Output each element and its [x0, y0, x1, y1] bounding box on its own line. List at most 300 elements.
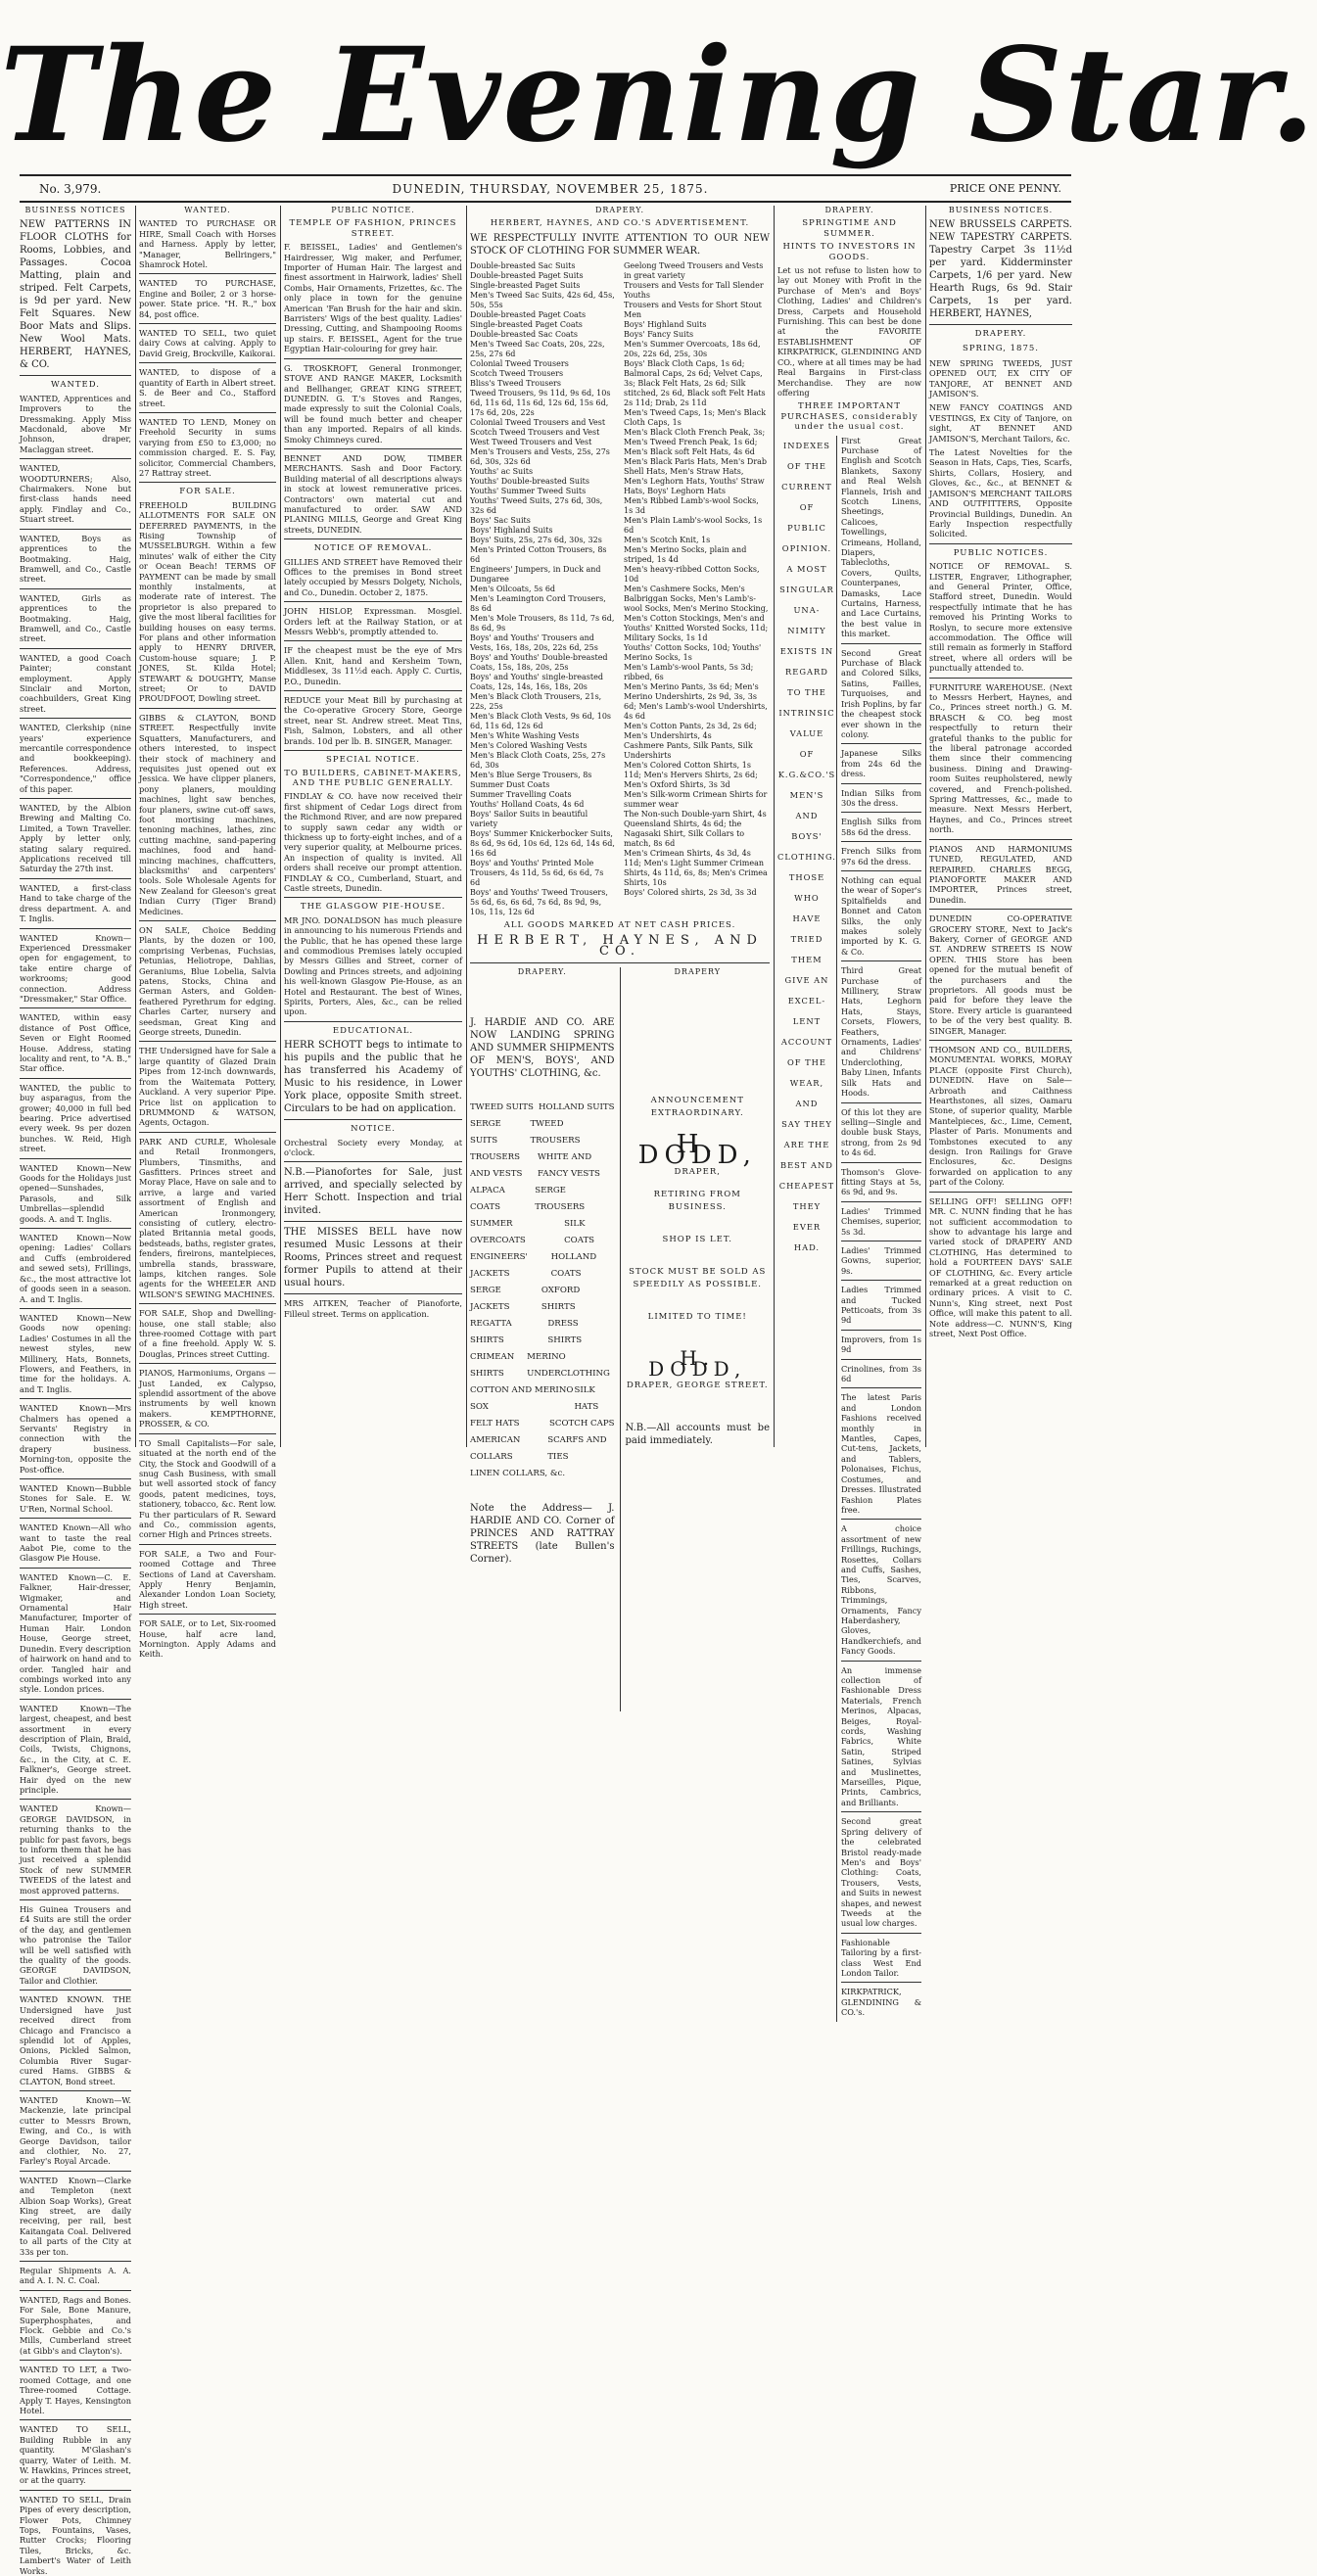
purchase-item: An immense collection of Fashionable Dress Materials, French Merinos, Alpacas, Beiges, Royal-cords, Washing Fabrics, White Satin, Striped Satines, Sylvias and Muslinettes, Marseilles, Pique, Prints, Cambrics, and Brilliants.	[840, 1664, 921, 1807]
divider	[139, 1614, 276, 1615]
purchase-item: Second Great Purchase of Black and Colored Silks, Satins, Failles, Turquoises, and Irish Poplins, by far the cheapest stock ever shown in the colony.	[840, 647, 921, 739]
goods-item: COTTON AND MERINO SOX	[470, 1385, 574, 1413]
divider	[841, 841, 921, 842]
divider	[139, 1041, 276, 1042]
divider	[20, 1518, 131, 1519]
clothing-item: Men's Merino Pants, 3s 6d; Men's Merino Undershirts, 2s 9d, 3s, 3s 6d; Men's Lamb's-wool Undershirts, 4s 6d	[624, 681, 768, 721]
purchase-item: First Great Purchase of English and Scotch Blankets, Saxony and Real Welsh Flannels, Irish and Scotch Linens, Sheetings, Calicoes, Towellings, Crimeans, Holland, Diapers, Tablecloths, Covers, Quilts, Counterpanes, Damasks, Lace Curtains, Harness, and Lace Curtains, the best value in this market.	[840, 435, 921, 639]
section-head: NOTICE OF REMOVAL.	[313, 543, 433, 554]
goods-row	[470, 1316, 615, 1349]
goods-row	[470, 1100, 615, 1116]
clothing-item: Summer Dust Coats	[470, 779, 550, 789]
section-head: BUSINESS NOTICES	[24, 206, 126, 214]
purchase-item: Indian Silks from 30s the dress.	[840, 787, 921, 808]
retiring: RETIRING FROM BUSINESS.	[653, 1190, 741, 1213]
divider	[841, 812, 921, 813]
clothing-item: Men's Colored Washing Vests	[470, 740, 588, 750]
ad: BENNET AND DOW, TIMBER MERCHANTS. Sash and Door Factory. Building material of all descriptions always in stock at lowest remunerative prices. Contractors' own material cut and manufactured to order. SAW AND PLANING MILLS, George and Great King streets, DUNEDIN.	[284, 452, 462, 535]
slogan-word: OF	[799, 748, 815, 759]
wanted-ad: WANTED, a first-class Hand to take charge of the dress department. A. and T. Inglis.	[20, 882, 131, 924]
clothing-item: Men's Summer Overcoats, 18s 6d, 20s, 22s 6d, 25s, 30s	[624, 339, 761, 358]
ad: N.B.—Pianofortes for Sale, just arrived, and specially selected by Herr Schott. Inspection and trial invited.	[284, 1167, 462, 1217]
purchase-item: French Silks from 97s 6d the dress.	[840, 846, 921, 866]
divider	[20, 878, 131, 879]
slogan-word: HAD.	[793, 1241, 821, 1252]
slogan-word: GIVE AN	[784, 974, 829, 985]
purchase-item: Third Great Purchase of Millinery, Straw Hats, Leghorn Hats, Stays, Corsets, Flowers, Feathers, Ornaments, Ladies' and Childrens' Underclothing, Baby Linen, Infants Silk Hats and Hoods.	[840, 965, 921, 1099]
goods-item: AMERICAN COLLARS	[470, 1435, 521, 1463]
divider	[139, 1303, 276, 1304]
slogan-word: AND	[795, 1098, 819, 1108]
purchase-item: Nothing can equal the wear of Soper's Spitalfields and Bonnet and Caton Silks, the only makes solely imported by K. G. & Co.	[840, 874, 921, 957]
title: SPRINGTIME AND SUMMER.	[802, 218, 897, 239]
clothing-item: Double-breasted Paget Suits	[470, 270, 584, 280]
column-3	[284, 206, 462, 1447]
wanted-ad: WANTED Known—Experienced Dressmaker open for engagement, to take entire charge of workrooms; good connection. Address "Dressmaker," Star Office.	[20, 932, 131, 1004]
goods-row	[470, 1283, 615, 1316]
slogan-word: TO THE	[787, 686, 826, 697]
purchase-item: Thomson's Glove-fitting Stays at 5s, 6s 9d, and 9s.	[840, 1166, 921, 1197]
ad: F. BEISSEL, Ladies' and Gentlemen's Hairdresser, Wig maker, and Perfumer, Importer of Human Hair. The largest and finest assortment in Hairwork, ladies' Shell Combs, Hair Ornaments, Frizettes, &c. The only place in town for the genuine American 'Fan Brush for the hair and skin. Barristers' Wigs of the best quality. Ladies' Dressing, Cutting, and Shampooing Rooms up stairs. F. BEISSEL, Agent for the true Egyptian Hair-colouring for grey hair.	[284, 242, 462, 354]
goods-item: LINEN COLLARS, &c.	[470, 1469, 566, 1479]
divider	[284, 1021, 462, 1022]
divider	[20, 2360, 131, 2361]
ad: J. HARDIE AND CO. ARE NOW LANDING SPRING AND SUMMER SHIPMENTS OF MEN'S, BOYS', AND YOUTHS' CLOTHING, &c.	[470, 1017, 615, 1080]
divider	[841, 1102, 921, 1103]
clothing-item: Boys' and Youths' Double-breasted Coats, 15s, 18s, 20s, 25s	[470, 652, 608, 672]
wanted-ad: WANTED Known—Mrs Chalmers has opened a Servants' Registry in connection with the drapery business. Morning-ton, opposite the Post-office.	[20, 1403, 131, 1475]
clothing-item: Boys' Suits, 25s, 27s 6d, 30s, 32s	[470, 535, 602, 544]
divider	[139, 482, 276, 483]
divider	[20, 1990, 131, 1991]
clothing-item: Men's Lamb's-wool Pants, 5s 3d; ribbed, 6s	[624, 662, 754, 681]
limited: LIMITED TO TIME!	[647, 1312, 747, 1323]
section-head: FOR SALE.	[179, 487, 236, 497]
slogan-word: AND	[795, 810, 819, 820]
column-2	[139, 206, 276, 1660]
wanted-ad: WANTED, WOODTURNERS; Also, Chairmakers. None but first-class hands need apply. Findlay and Co., Stuart street.	[20, 463, 131, 525]
section-head: DRAPERY.	[974, 329, 1027, 340]
wanted-ad: WANTED TO SELL, two quiet dairy Cows at calving. Apply to David Greig, Brockville, Kaikorai.	[139, 328, 276, 358]
divider	[929, 678, 1072, 679]
slogan-word: BEST AND	[780, 1159, 833, 1170]
ad: FOR SALE, Shop and Dwelling-house, one stall stable; also three-roomed Cottage with part of a fine freehold. Apply W. S. Douglas, Princes street Cutting.	[139, 1308, 276, 1359]
slogan-word: MEN'S	[789, 789, 824, 800]
clothing-item: Geelong Tweed Trousers and Vests in great variety	[624, 260, 764, 280]
kg-layout	[777, 436, 921, 2022]
divider	[929, 543, 1072, 544]
dodd-ad	[621, 967, 771, 1711]
goods-list	[470, 1100, 615, 1482]
divider	[284, 690, 462, 691]
slogan-word: SINGULAR	[779, 584, 834, 594]
goods-item: HOLLAND COATS	[550, 1252, 597, 1280]
divider	[20, 718, 131, 719]
clothing-item: Boys' Sac Suits	[470, 515, 531, 525]
clothing-item: Youths' Double-breasted Suits	[470, 476, 589, 486]
place-date: DUNEDIN, THURSDAY, NOVEMBER 25, 1875.	[392, 182, 709, 196]
divider	[841, 1933, 921, 1934]
divider	[284, 1161, 462, 1162]
dodd-name: H. DODD,	[637, 1130, 757, 1170]
slogan-word: HAVE	[792, 913, 822, 923]
slogan-word: PUBLIC	[787, 522, 826, 533]
goods-row	[470, 1149, 615, 1183]
divider	[20, 2490, 131, 2491]
section-head: PUBLIC NOTICE.	[331, 206, 415, 214]
ad: GIBBS & CLAYTON, BOND STREET. Respectfully invite Squatters, Manufacturers, and others interested, to inspect their stock of machinery and requisites just opened out ex Jessica. We have clipper planers, pony planers, moulding machines, light saw benches, four planers, swine cut-off saws, foot mortising machines, tenoning machines, lathes, zinc cutting machine, sand-papering machines, food and hand-mincing machines, chaffcutters, blacksmiths' and carpenters' tools. Sole Wholesale Agents for New Zealand for Gleeson's great Indian Curry (Tiger Brand) Medicines.	[139, 712, 276, 916]
ad: Orchestral Society every Monday, at o'clock.	[284, 1137, 462, 1158]
clothing-item: Double-breasted Paget Coats	[470, 309, 587, 319]
clothing-item: Men's Oilcoats, 5s 6d	[470, 584, 556, 593]
divider	[929, 1040, 1072, 1041]
purchase-item: Improvers, from 1s 9d	[840, 1334, 921, 1355]
stock: STOCK MUST BE SOLD AS SPEEDILY AS POSSIBLE.	[629, 1267, 767, 1290]
wanted-ad: WANTED Known—New Goods now opening: Ladies' Costumes in all the newest styles, new Millinery, Hats, Bonnets, Flowers, and Feathers, in time for the holidays. A. and T. Inglis.	[20, 1312, 131, 1394]
clothing-item: The Non-such Double-yarn Shirt, 4s	[624, 809, 767, 819]
wanted-ad: WANTED TO PURCHASE OR HIRE, Small Coach with Horses and Harness. Apply by letter, "Manager, Bellringers," Shamrock Hotel.	[139, 218, 276, 270]
accounts-note: N.B.—All accounts must be paid immediately.	[625, 1423, 770, 1447]
goods-item: HOLLAND SUITS	[539, 1102, 615, 1113]
section-head: BUSINESS NOTICES.	[948, 206, 1054, 214]
divider	[20, 1228, 131, 1229]
clothing-item: Single-breasted Paget Coats	[470, 319, 583, 329]
goods-item: SCARFS AND TIES	[547, 1435, 607, 1463]
ad: THOMSON AND CO., BUILDERS, MONUMENTAL WORKS, MORAY PLACE (opposite First Church), DUNEDIN. Have on Sale—Arbroath and Caithness Hearthstones, all sizes, Oamaru Stone, of superior quality, Marble Mantelpieces, &c., Lime, Cement, Plaster of Paris. Monuments and Tombstones executed to any design. Iron Railings for Grave Enclosures, &c. Designs forwarded on application to any part of the Colony.	[929, 1045, 1072, 1188]
wanted-ad: WANTED TO SELL, Building Rubble in any quantity. M'Glashan's quarry, Water of Leith. M. W. Hawkins, Princes street, or at the quarry.	[20, 2424, 132, 2486]
goods-item: ENGINEERS' JACKETS	[470, 1252, 528, 1280]
divider	[284, 601, 462, 602]
ad: The Latest Novelties for the Season in Hats, Caps, Ties, Scarfs, Shirts, Collars, Hosiery, and Gloves, &c., &c., at BENNET & JAMISON'S MERCHANT TAILORS AND OUTFITTERS, Opposite Provincial Buildings, Dunedin. An Early Inspection respectfully Solicited.	[929, 447, 1072, 539]
goods-row	[470, 1416, 615, 1432]
clothing-item: Boys' Highland Suits	[470, 525, 553, 535]
wanted-ad: WANTED Known—GEORGE DAVIDSON, in returning thanks to the public for past favors, begs to inform them that he has just received a splendid Stock of new SUMMER TWEEDS of the latest and most approved patterns.	[20, 1803, 131, 1896]
wanted-ad: WANTED Known—Clarke and Templeton (next Albion Soap Works), Great King street, are daily receiving, per rail, best Kaitangata Coal. Delivered to all parts of the City at 33s per ton.	[20, 2175, 131, 2257]
left-list	[470, 261, 620, 917]
divider	[284, 897, 462, 898]
divider	[841, 870, 921, 871]
clothing-lists	[470, 261, 770, 917]
slogan-word: K.G.&CO.'S	[777, 769, 836, 779]
slogan-word: INDEXES	[783, 440, 830, 450]
clothing-item: Scotch Tweed Trousers	[470, 368, 564, 378]
goods-item: SERGE TROUSERS	[535, 1186, 586, 1213]
wanted-ad: WANTED, Girls as apprentices to the Bootmaking. Haig, Bramwell, and Co., Castle street.	[20, 592, 131, 644]
goods-item: ALPACA COATS	[470, 1186, 505, 1213]
divider	[841, 1359, 921, 1360]
goods-row	[470, 1432, 615, 1466]
purchase-item: English Silks from 58s 6d the dress.	[840, 817, 921, 837]
slogan-word: WEAR,	[789, 1077, 824, 1088]
bottom-rule	[20, 201, 1071, 203]
wanted-ad: WANTED TO LET, a Two-roomed Cottage, and one Three-roomed Cottage. Apply T. Hayes, Kensington Hotel.	[20, 2365, 131, 2415]
ad: PARK AND CURLE, Wholesale and Retail Ironmongers, Plumbers, Tinsmiths, and Gasfitters. Princes street and Moray Place, Have on sale and to arrive, a large and varied assortment of English and American Ironmongery, consisting of cutlery, electro-plated Britannia metal goods, bedsteads, baths, register grates, fenders, fireirons, mantelpieces, umbrella stands, brassware, lamps, kitchen ranges. Sole agents for the WHEELER AND WILSON'S SEWING MACHINES.	[139, 1136, 276, 1299]
divider	[20, 1158, 131, 1159]
ad: MRS AITKEN, Teacher of Pianoforte, Filleul street. Terms on application.	[284, 1298, 462, 1319]
goods-item: SCOTCH CAPS	[549, 1419, 615, 1429]
clothing-item: Double-breasted Sac Coats	[470, 329, 578, 339]
ad: FOR SALE, a Two and Four-roomed Cottage and Three Sections of Land at Caversham. Apply Henry Benjamin, Alexander London Loan Society, High street.	[139, 1548, 276, 1610]
divider	[20, 458, 131, 459]
divider	[20, 529, 131, 530]
wanted-list	[139, 218, 276, 478]
divider	[139, 1433, 276, 1434]
divider	[20, 1007, 131, 1008]
wanted-ad: WANTED Known—Bubble Stones for Sale. E. W. U'Ren, Normal School.	[20, 1483, 131, 1514]
wanted-ad: WANTED Known—C. E. Falkner, Hair-dresser, Wigmaker, and Ornamental Hair Manufacturer, Importer of Human Hair. London House, George street, Dunedin. Every description of hairwork on hand and to order. Tangled hair and combings worked into any style. London prices.	[20, 1571, 131, 1695]
ad: PIANOS AND HARMONIUMS TUNED, REGULATED, AND REPAIRED. CHARLES BEGG, PIANOFORTE MAKER AND IMPORTER, Princes street, Dunedin.	[929, 843, 1072, 905]
clothing-item: Men's Black Cloth Trousers, 21s, 22s, 25s	[470, 691, 602, 711]
notice: NEW PATTERNS IN FLOOR CLOTHS for Rooms, Lobbies, and Passages. Cocoa Matting, plain and striped. Felt Carpets, is 9d per yard. New Felt Squares. New Boor Mats and Slips. New Wool Mats. HERBERT, HAYNES, & CO.	[20, 219, 131, 371]
divider	[20, 1699, 131, 1700]
purchase-item: Second great Spring delivery of the celebrated Bristol ready-made Men's and Boys' Clothing: Coats, Trousers, Vests, and Suits in newest shapes, and newest Tweeds at the usual low charges.	[840, 1816, 921, 1929]
ad: DUNEDIN CO-OPERATIVE GROCERY STORE, Next to Jack's Bakery, Corner of GEORGE AND ST. ANDREW STREETS IS NOW OPEN. THIS Store has been opened for the mutual benefit of the purchasers and the proprietors. All goods must be paid for before they leave the Store. Every article is guaranteed to be of the very best quality. B. SINGER, Manager.	[929, 913, 1072, 1036]
clothing-item: Boys' Summer Knickerbocker Suits, 8s 6d, 9s 6d, 10s 6d, 12s 6d, 14s 6d, 16s 6d	[470, 828, 615, 858]
three-purchases: THREE IMPORTANT PURCHASES, considerably under the usual cost.	[780, 401, 918, 433]
goods-item: SILK COATS	[564, 1219, 595, 1246]
goods-item: SILK HATS	[574, 1385, 599, 1413]
purchase-item: A choice assortment of new Frillings, Ruchings, Rosettes, Collars and Cuffs, Sashes, Ties, Scarves, Ribbons, Trimmings, Ornaments, Fancy Haberdashery, Gloves, Handkerchiefs, and Fancy Goods.	[840, 1523, 921, 1657]
goods-row	[470, 1216, 615, 1249]
right-list	[620, 261, 770, 917]
section-head: SPECIAL NOTICE.	[326, 755, 420, 766]
divider	[929, 839, 1072, 840]
slogan-word: EVER	[792, 1221, 822, 1232]
divider	[841, 643, 921, 644]
clothing-item: Boys' Fancy Suits	[624, 329, 694, 339]
clothing-item: Boys' and Youths' Trousers and Vests, 16s, 18s, 20s, 22s 6d, 25s	[470, 632, 598, 652]
divider	[139, 1544, 276, 1545]
column-separator	[466, 206, 467, 1447]
spring: SPRING, 1875.	[963, 343, 1039, 353]
clothing-item: Colonial Tweed Trousers	[470, 358, 569, 368]
divider	[20, 1799, 131, 1800]
goods-item: SERGE JACKETS	[470, 1286, 510, 1313]
wanted-ad: WANTED, a good Coach Painter; constant employment. Apply Sinclair and Morton, coachbuilders, Great King street.	[20, 652, 131, 714]
clothing-item: Men's Tweed Caps, 1s; Men's Black Cloth Caps, 1s	[624, 407, 767, 427]
divider	[139, 1132, 276, 1133]
ad: FINDLAY & CO. have now received their first shipment of Cedar Logs direct from the Richmond River, and are now prepared to supply sawn cedar any width or thickness up to forty-eight inches, and of a very superior quality, at Melbourne prices. An inspection of quality is invited. All orders shall receive our prompt attention. FINDLAY & CO., Cumberland, Stuart, and Castle streets, Dunedin.	[284, 791, 462, 893]
slogan-word: THOSE	[788, 871, 825, 882]
slogan-word: INTRINSIC	[778, 707, 835, 718]
ad: NOTICE OF REMOVAL. S. LISTER, Engraver, Lithographer, and General Printer, Office, Stafford street, Dunedin. Would respectfully intimate that he has removed his Printing Works to Roslyn, to secure more extensive accommodation. The Office will still remain as formerly in Stafford street, where all orders will be punctually attended to.	[929, 561, 1072, 674]
clothing-item: Cashmere Pants, Silk Pants, Silk Undershirts	[624, 740, 753, 760]
divider	[841, 1519, 921, 1520]
clothing-item: Men's Black Cloth Vests, 9s 6d, 10s 6d, 11s 6d, 12s 6d	[470, 711, 612, 730]
divider	[929, 909, 1072, 910]
ad: THE MISSES BELL have now resumed Music Lessons at their Rooms, Princes street and request former Pupils to attend at their usual hours.	[284, 1227, 462, 1289]
divider	[841, 1982, 921, 1983]
clothing-item: Men's White Washing Vests	[470, 730, 580, 740]
goods-item: TROUSERS AND VESTS	[470, 1152, 523, 1180]
ad: NEW SPRING TWEEDS, JUST OPENED OUT, EX CITY OF TANJORE, AT BENNET AND JAMISON'S.	[929, 357, 1072, 399]
clothing-item: Men's Blue Serge Trousers, 8s	[470, 770, 592, 779]
clothing-item: Boys' and Youths' Tweed Trousers, 5s 6d, 6s, 6s 6d, 7s 6d, 8s 9d, 9s, 10s, 11s, 12s 6d	[470, 887, 608, 916]
goods-row	[470, 1466, 615, 1482]
ad: G. TROSKROFT, General Ironmonger, STOVE AND RANGE MAKER, Locksmith and Bellhanger, GREAT KING STREET, DUNEDIN. G. T.'s Stoves and Ranges, made expressly to suit the Colonial Coals, will be found much better and cheaper than any imported. Repairs of all kinds. Smoky Chimneys cured.	[284, 362, 462, 445]
clothing-item: Men's Crimean Shirts, 4s 3d, 4s 11d; Men's Light Summer Crimean Shirts, 4s 11d, 6s, 8s; Men's Crimea Shirts, 10s	[624, 848, 768, 887]
invite: WE RESPECTFULLY INVITE ATTENTION TO OUR NEW STOCK OF CLOTHING FOR SUMMER WEAR.	[470, 232, 770, 257]
clothing-item: Men's Merino Socks, plain and striped, 1s 4d	[624, 544, 747, 564]
slogan-word: ARE THE	[783, 1139, 830, 1149]
ad: SELLING OFF! SELLING OFF! MR. C. NUNN finding that he has not sufficient accommodation to show to advantage his large and varied stock of DRAPERY AND CLOTHING, Has determined to hold a FOURTEEN DAYS' SALE OF CLOTHING, &c. Every article remarked at a great reduction on ordinary prices. A visit to C. Nunn's, King street, next Post Office, will make this patent to all. Note address—C. NUNN'S, King street, Next Post Office.	[929, 1195, 1072, 1338]
divider	[139, 273, 276, 274]
clothing-item: Boys' Sailor Suits in beautiful variety	[470, 809, 588, 828]
clothing-item: Men's heavy-ribbed Cotton Socks, 10d	[624, 564, 760, 584]
goods-item: CRIMEAN SHIRTS	[470, 1352, 515, 1380]
section-head: DRAPERY.	[594, 206, 644, 214]
slogan-word: TRIED	[790, 933, 823, 944]
ad: TO Small Capitalists—For sale, situated at the north end of the City, the Stock and Goodwill of a snug Cash Business, with small but well assorted stock of fancy goods, patent medicines, toys, stationery, tobacco, &c. Rent low. Fu ther particulars of R. Seward and Co., commission agents, corner High and Princes streets.	[139, 1437, 276, 1540]
section-head: DRAPERY	[674, 967, 721, 977]
column-4	[470, 206, 770, 1566]
wanted-ad: His Guinea Trousers and £4 Suits are still the order of the day, and gentlemen who patronise the Tailor will be well satisfied with the quality of the goods. GEORGE DAVIDSON, Tailor and Clothier.	[20, 1904, 131, 1986]
clothing-item: Men's Printed Cotton Trousers, 8s 6d	[470, 544, 607, 564]
ad: FOR SALE, or to Let, Six-roomed House, half acre land, Mornington. Apply Adams and Keith.	[139, 1618, 276, 1660]
divider	[284, 448, 462, 449]
wanted-ad: WANTED TO LEND, Money on Freehold Security in sums varying from £50 to £3,000; no commission charged. E. S. Fay, solicitor, Commercial Chambers, 27 Rattray street.	[139, 416, 276, 478]
wanted-list	[20, 394, 131, 2576]
clothing-item: Men's Scotch Knit, 1s	[624, 535, 711, 544]
divider	[20, 588, 131, 589]
wanted-ad: WANTED Known—W. Mackenzie, late principal cutter to Messrs Brown, Ewing, and Co., is with George Davidson, tailor and clothier, No. 27, Farley's Royal Arcade.	[20, 2094, 131, 2167]
george-street: DRAPER, GEORGE STREET.	[626, 1381, 769, 1391]
divider	[841, 783, 921, 784]
wanted-ad: WANTED Known—The largest, cheapest, and best assortment in every description of Plain, Braid, Coils, Twists, Chignons, &c., in the City, at C. E. Falkner's, George street. Hair dyed on the new principle.	[20, 1703, 131, 1795]
purchase-item: Crinolines, from 3s 6d	[840, 1363, 921, 1384]
clothing-item: Bliss's Tweed Trousers	[470, 378, 561, 388]
divider	[929, 1192, 1072, 1193]
wanted-ad: WANTED Known—All who want to taste the real Aabot Pie, come to the Glasgow Pie House.	[20, 1522, 131, 1564]
slogan-word: VALUE	[789, 727, 824, 738]
slogan-word: EXISTS IN	[779, 645, 834, 656]
wanted-ad: WANTED, Apprentices and Improvers to the Dressmaking. Apply Miss Macdonald, above Mr Johnson, draper, Maclaggan street.	[20, 393, 131, 454]
clothing-item: Men's Cashmere Socks, Men's Balbriggan Socks, Men's Lamb's-wool Socks, Men's Merino Stocking, Men's Cotton Stockings, Men's and Youths' Knitted Worsted Socks, 11d; Military Socks, 1s 1d	[624, 584, 769, 642]
purchase-item: Fashionable Tailoring by a first-class West End London Tailor.	[840, 1937, 921, 1978]
ad: FREEHOLD BUILDING ALLOTMENTS FOR SALE ON DEFERRED PAYMENTS, in the Rising Township of MUSSELBURGH. Within a few minutes' walk of either the City or Ocean Beach! TERMS OF PAYMENT can be made by small monthly instalments, at moderate rate of interest. The proprietor is also prepared to give the most liberal facilities for building houses on easy terms. For plans and other information apply to HENRY DRIVER, Custom-house square; J. P. JONES, St. Kilda Hotel; STEWART & DOUGHTY, Manse street; Or to DAVID PROUDFOOT, Dowling street.	[139, 499, 276, 704]
goods-row	[470, 1183, 615, 1216]
address: Note the Address— J. HARDIE AND CO. Corner of PRINCES AND RATTRAY STREETS (late Bullen's Corner).	[470, 1503, 615, 1566]
column-6	[929, 206, 1072, 1447]
slogan-word: WHO	[794, 892, 820, 903]
divider	[139, 362, 276, 363]
clothing-item: Youths' Tweed Suits, 27s 6d, 30s, 32s 6d	[470, 495, 603, 515]
slogan-word: CHEAPEST	[778, 1180, 835, 1191]
divider	[841, 1330, 921, 1331]
divider	[139, 412, 276, 413]
clothing-item: West Tweed Trousers and Vest	[470, 437, 592, 446]
clothing-item: Trousers and Vests for Short Stout Men	[624, 300, 762, 319]
divider	[284, 358, 462, 359]
divider	[841, 1661, 921, 1662]
goods-item: OXFORD SHIRTS	[541, 1286, 581, 1313]
wanted-ad: WANTED KNOWN. THE Undersigned have just received direct from Chicago and Francisco a splendid lot of Apples, Onions, Pickled Salmon, Columbia River Sugar-cured Hams. GIBBS & CLAYTON, Bond street.	[20, 1994, 131, 2086]
wanted-ad: WANTED TO SELL, Drain Pipes of every description, Flower Pots, Chimney Tops, Fountains, Vases, Rutter Crocks; Flooring Tiles, Bricks, &c. Lambert's Water of Leith Works.	[20, 2494, 131, 2576]
clothing-item: Colonial Tweed Trousers and Vest	[470, 417, 606, 427]
clothing-item: Double-breasted Sac Suits	[470, 260, 576, 270]
draper: DRAPER,	[674, 1167, 721, 1178]
clothing-item: Summer Travelling Coats	[470, 789, 572, 799]
slogan-word: THEY	[792, 1200, 822, 1211]
purchase-item: Ladies' Trimmed Gowns, superior, 9s.	[840, 1244, 921, 1276]
divider	[470, 962, 770, 963]
column-separator	[774, 206, 775, 1447]
dateline	[39, 180, 1061, 200]
cash-note: ALL GOODS MARKED AT NET CASH PRICES.	[503, 919, 736, 930]
purchase-item: Japanese Silks from 24s 6d the dress.	[840, 748, 921, 779]
ad: FURNITURE WAREHOUSE. (Next to Messrs Herbert, Haynes, and Co., Princes street north.) G. M. BRASCH & CO. beg most respectfully to return their grateful thanks to the public for the liberal patronage accorded them since their commencing business. Dining and Drawing-room Suites reupholstered, newly covered, and French-polished. Spring Mattresses, &c., made to measure. Next Messrs Herbert, Haynes, and Co., Princes street north.	[929, 681, 1072, 835]
price: PRICE ONE PENNY.	[949, 182, 1061, 195]
purchase-item: KIRKPATRICK, GLENDINING & CO.'s.	[840, 1987, 921, 2018]
wanted-ad: WANTED TO PURCHASE, Engine and Boiler, 2 or 3 horse-power. State price. "H. R.," box 84, post office.	[139, 278, 276, 319]
goods-item: WHITE AND FANCY VESTS	[538, 1152, 600, 1180]
divider	[841, 1201, 921, 1202]
divider	[20, 648, 131, 649]
clothing-item: Boys' Highland Suits	[624, 319, 707, 329]
ad-title: TEMPLE OF FASHION, PRINCES STREET.	[289, 218, 457, 239]
wanted-ad: WANTED, to dispose of a quantity of Earth in Albert street. S. de Beer and Co., Stafford street.	[139, 367, 276, 408]
divider	[841, 1387, 921, 1388]
shop-let: SHOP IS LET.	[662, 1235, 732, 1245]
clothing-item: Men's Plain Lamb's-wool Socks, 1s 6d	[624, 515, 763, 535]
issue-number: No. 3,979.	[39, 182, 102, 196]
slogan-word: OPINION.	[781, 542, 832, 553]
divider	[139, 920, 276, 921]
goods-row	[470, 1116, 615, 1149]
divider	[841, 1811, 921, 1812]
clothing-item: Boys' Colored shirts, 2s 3d, 3s 3d	[624, 887, 757, 897]
wanted-ad: WANTED, Rags and Bones. For Sale, Bone Manure, Superphosphates, and Flock. Gebbie and Co.'s Mills, Cumberland street (at Gibb's and Clayton's).	[20, 2294, 131, 2356]
goods-item: TWEED SUITS	[470, 1102, 534, 1113]
goods-item: SERGE SUITS	[470, 1119, 501, 1147]
goods-item: MERINO UNDERCLOTHING	[527, 1352, 610, 1380]
section-head: DRAPERY.	[824, 206, 874, 214]
divider	[284, 1293, 462, 1294]
purchase-list	[837, 436, 921, 2022]
divider	[20, 1478, 131, 1479]
clothing-item: Boys' Black Cloth Caps, 1s 6d; Balmoral Caps, 2s 6d; Velvet Caps, 3s; Black Felt Hats, 2s 6d; Silk stitched, 2s 6d, Black soft Felt Hats 2s 11d; Drab, 2s 11d	[624, 358, 766, 407]
slogan-word: REGARD	[785, 666, 828, 677]
column-separator	[925, 206, 926, 1447]
announce: ANNOUNCEMENT EXTRAORDINARY.	[650, 1096, 744, 1119]
wanted-ad: Regular Shipments A. A. and A. I. N. C. Coal.	[20, 2266, 131, 2286]
ad: NEW BRUSSELS CARPETS. NEW TAPESTRY CARPETS. Tapestry Carpet 3s 11½d per yard. Kidderminster Carpets, 1/6 per yard. New Hearth Rugs, 6s 9d. Stair Carpets, 1s per yard. HERBERT, HAYNES,	[929, 219, 1072, 320]
clothing-item: Single-breasted Paget Suits	[470, 280, 581, 290]
column-5	[777, 206, 921, 2018]
purchase-item: Ladies' Trimmed Chemises, superior, 5s 3d.	[840, 1205, 921, 1237]
ad: ON SALE, Choice Bedding Plants, by the dozen or 100, comprising Verbenas, Fuchsias, Petunias, Heliotrope, Dahlias, Geraniums, Blue Lobelia, Salvia patens, Stocks, China and German Asters, and Golden-feathered Pyrethrum for edging. Charles Carter, nursery and seedsman, Great King and George streets, Dunedin.	[139, 925, 276, 1038]
divider	[20, 1308, 131, 1309]
ad-title: HERBERT, HAYNES, AND CO.'S ADVERTISEMENT.	[490, 218, 750, 229]
section-head: NOTICE.	[351, 1124, 396, 1135]
divider	[841, 1162, 921, 1163]
column-separator	[280, 206, 281, 1447]
ad: JOHN HISLOP, Expressman. Mosgiel. Orders left at the Railway Station, or at Messrs Webb's, promptly attended to.	[284, 606, 462, 637]
clothing-item: Men's Black Cloth Coats, 25s, 27s 6d, 30s	[470, 750, 606, 770]
goods-item: DRESS SHIRTS	[547, 1319, 583, 1346]
ad: IF the cheapest must be the eye of Mrs Allen. Knit, hand and Kersheim Town, Middlesex, 3s 11½d each. Apply C. Curtis, P.O., Dunedin.	[284, 645, 462, 686]
divider	[139, 323, 276, 324]
ad: REDUCE your Meat Bill by purchasing at the Co-operative Grocery Store, George street, near St. Andrew street. Meat Tins, Fish, Salmon, Lobsters, and all other brands. 10d per lb. B. SINGER, Manager.	[284, 695, 462, 746]
top-rule	[20, 174, 1071, 176]
section-head: WANTED.	[184, 206, 231, 214]
ad: NEW FANCY COATINGS AND VESTINGS, Ex City of Tanjore, on sight, AT BENNET AND JAMISON'S, Merchant Tailors, &c.	[929, 402, 1072, 444]
clothing-item: Boys' and Youths' single-breasted Coats, 12s, 14s, 16s, 18s, 20s	[470, 672, 603, 691]
slogan-word: THEM	[791, 954, 823, 964]
clothing-item: Tweed Trousers, 9s 11d, 9s 6d, 10s 6d, 11s 6d, 11s 6d, 12s 6d, 15s 6d, 17s 6d, 20s, 22s	[470, 388, 611, 417]
clothing-item: Men's Silk-worm Crimean Shirts for summer wear	[624, 789, 768, 809]
ad: THE Undersigned have for Sale a large quantity of Glazed Drain Pipes from 12-inch downwards, from the Waitemata Pottery, Auckland. A very superior Pipe. Price list on application to DRUMMOND & WATSON, Agents, Octagon.	[139, 1046, 276, 1128]
